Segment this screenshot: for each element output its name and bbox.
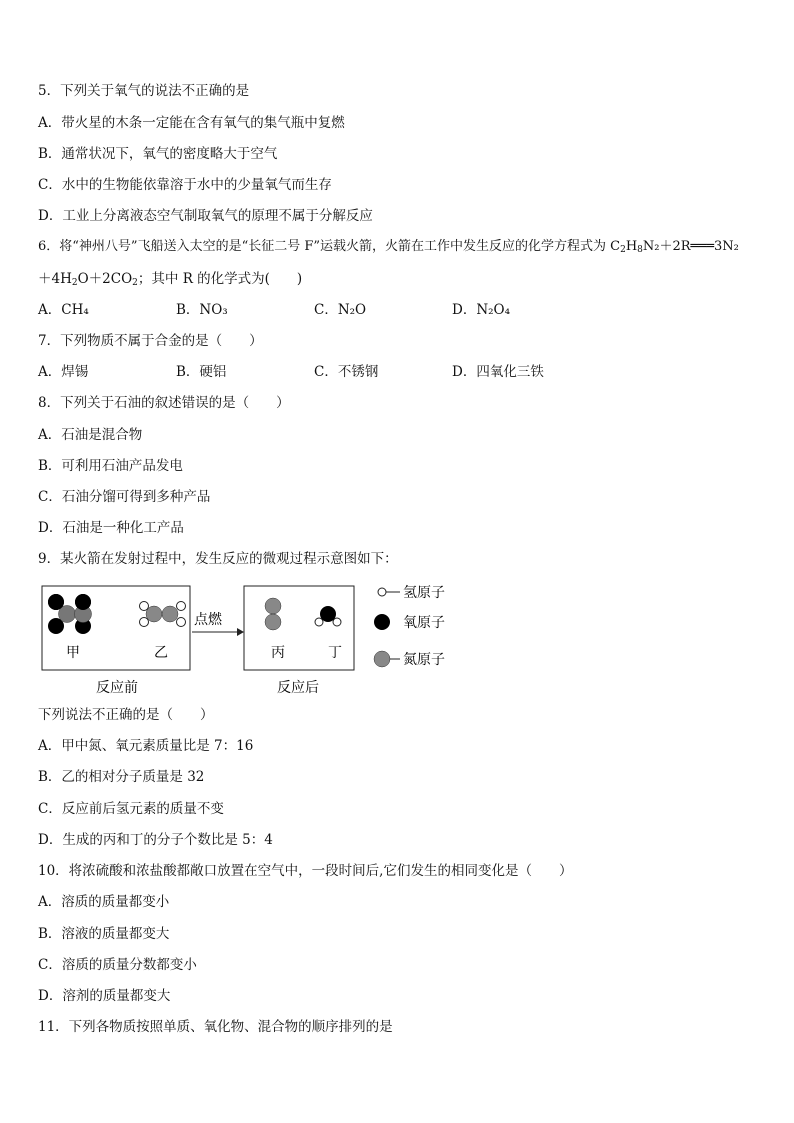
label-yi: 乙 [154,645,168,661]
caption-before: 反应前 [96,680,138,696]
q5-stem: 5．下列关于氧气的说法不正确的是 [38,83,250,99]
q8-option-d: D．石油是一种化工产品 [38,520,184,536]
svg-text:氧原子: 氧原子 [403,615,445,631]
q10-option-a: A．溶质的质量都变小 [38,894,170,910]
arrow-head [237,628,244,636]
q9-option-c: C．反应前后氢元素的质量不变 [38,801,224,817]
q9-sub-stem: 下列说法不正确的是（ ） [38,707,214,723]
q6-stem-line2-end: ；其中 R 的化学式为( ) [137,271,303,287]
svg-text:氮原子: 氮原子 [403,652,445,668]
reaction-diagram-svg [36,580,476,700]
q10-stem: 10．将浓硫酸和浓盐酸都敞口放置在空气中，一段时间后,它们发生的相同变化是（ ） [38,863,573,879]
q6-stem-line2-start: ＋4H [38,271,72,287]
q9-option-a: A．甲中氮、氧元素质量比是 7：16 [38,738,254,754]
q6-option-b: B．NO₃ [176,302,228,318]
q6-stem-line2: $+4H_2O+2CO_2$；其中 R 的化学式为( ) [38,271,303,288]
q7-stem: 7．下列物质不属于合金的是（ ） [38,333,263,349]
q10-option-c: C．溶质的质量分数都变小 [38,957,197,973]
q11-stem: 11．下列各物质按照单质、氧化物、混合物的顺序排列的是 [38,1019,393,1035]
q8-option-c: C．石油分馏可得到多种产品 [38,489,211,505]
legend-nitrogen [374,651,445,668]
molecule-ding [315,606,341,626]
q6-option-a: A．CH₄ [38,302,89,318]
q6-stem-line2-mid: O＋2CO [77,271,133,287]
q6-stem-text: 6．将“神州八号”飞船送入太空的是“长征二号 F”运载火箭，火箭在工作中发生反应的化学方程式为 C [38,239,621,254]
q9-option-d: D．生成的丙和丁的分子个数比是 5：4 [38,832,273,848]
q7-option-c: C．不锈钢 [314,364,379,380]
legend-hydrogen [378,585,445,601]
q6-option-d: D．N₂O₄ [452,302,511,318]
legend-oxygen [374,614,445,631]
q5-option-d: D．工业上分离液态空气制取氧气的原理不属于分解反应 [38,208,373,224]
q6-option-c: C．N₂O [314,302,367,318]
q10-option-d: D．溶剂的质量都变大 [38,988,171,1004]
q5-option-a: A．带火星的木条一定能在含有氧气的集气瓶中复燃 [38,115,345,131]
q7-option-b: B．硬铝 [176,364,227,380]
q6-equation-tail: N₂＋2R═══3N₂ [642,239,739,254]
q8-stem: 8．下列关于石油的叙述错误的是（ ） [38,395,290,411]
caption-after: 反应后 [277,680,319,696]
reaction-diagram [36,580,476,700]
svg-text:氢原子: 氢原子 [403,585,445,601]
molecule-bing [265,598,281,630]
q5-option-b: B．通常状况下，氧气的密度略大于空气 [38,146,278,162]
q9-stem: 9．某火箭在发射过程中，发生反应的微观过程示意图如下： [38,551,398,567]
q9-option-b: B．乙的相对分子质量是 32 [38,769,205,785]
arrow-label: 点燃 [194,612,222,628]
label-bing: 丙 [271,645,285,661]
q7-options [38,363,758,381]
q7-option-a: A．焊锡 [38,364,89,380]
q10-option-b: B．溶液的质量都变大 [38,926,170,942]
q7-option-d: D．四氧化三铁 [452,364,544,380]
q6-stem: 6．将“神州八号”飞船送入太空的是“长征二号 F”运载火箭，火箭在工作中发生反应的化学方程式为 $C_2H_8N_2+2R═══3N_2$ [38,239,739,255]
q8-option-a: A．石油是混合物 [38,427,143,443]
molecule-jia [48,594,92,634]
label-jia: 甲 [66,645,80,661]
molecule-yi [140,602,186,627]
label-ding: 丁 [328,645,342,661]
q6-options [38,301,758,319]
q5-option-c: C．水中的生物能依靠溶于水中的少量氧气而生存 [38,177,332,193]
q8-option-b: B．可利用石油产品发电 [38,458,183,474]
